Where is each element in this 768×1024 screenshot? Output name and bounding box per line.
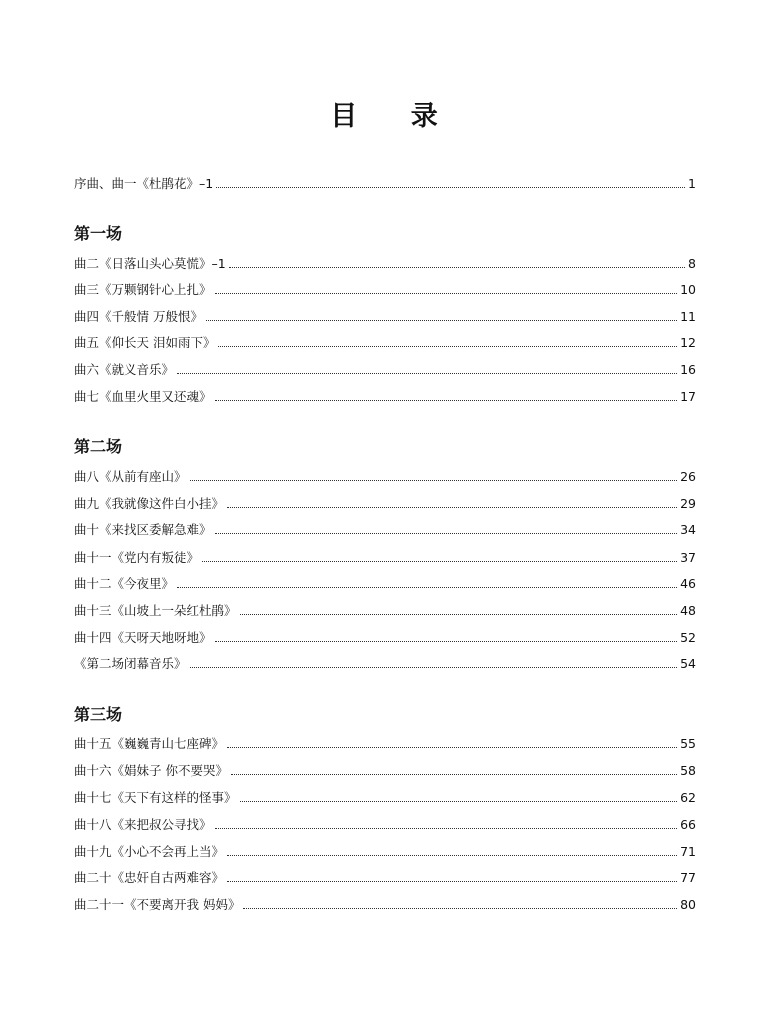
toc-entry-label: 曲十二《今夜里》 xyxy=(74,576,175,591)
toc-entry-page: 37 xyxy=(680,550,696,565)
toc-entry-page: 52 xyxy=(680,630,696,645)
toc-entry[interactable] xyxy=(74,732,696,752)
dot-leader xyxy=(190,666,678,668)
dot-leader xyxy=(206,319,677,321)
dot-leader xyxy=(215,292,678,294)
section-heading-3: 第三场 xyxy=(74,705,123,724)
dot-leader xyxy=(227,506,677,508)
toc-entry-page: 11 xyxy=(680,309,696,324)
dot-leader xyxy=(229,266,685,268)
toc-entry-page: 46 xyxy=(680,576,696,591)
toc-entry-label: 曲八《从前有座山》 xyxy=(74,469,187,484)
toc-entry[interactable] xyxy=(74,893,696,913)
toc-entry[interactable] xyxy=(74,813,696,833)
toc-entry-page: 54 xyxy=(680,656,696,671)
dot-leader xyxy=(177,372,677,374)
dot-leader xyxy=(177,586,677,588)
toc-entry-page: 8 xyxy=(688,256,696,271)
toc-entry-label: 序曲、曲一《杜鹃花》–1 xyxy=(74,176,214,191)
toc-entry-label: 曲十《来找区委解急难》 xyxy=(74,522,212,537)
toc-entry-label: 曲十六《娟妹子 你不要哭》 xyxy=(74,763,228,778)
dot-leader xyxy=(218,345,677,347)
toc-entry-label: 曲六《就义音乐》 xyxy=(74,362,175,377)
dot-leader xyxy=(215,827,678,829)
toc-entry-page: 77 xyxy=(680,870,696,885)
toc-entry[interactable] xyxy=(74,546,696,566)
toc-entry-label: 曲十五《巍巍青山七座碑》 xyxy=(74,736,225,751)
toc-entry-label: 曲五《仰长天 泪如雨下》 xyxy=(74,335,216,350)
toc-entry[interactable] xyxy=(74,305,696,325)
toc-entry[interactable] xyxy=(74,759,696,779)
toc-entry-label: 曲十八《来把叔公寻找》 xyxy=(74,817,212,832)
toc-entry[interactable] xyxy=(74,465,696,485)
toc-entry[interactable] xyxy=(74,358,696,378)
toc-entry-page: 66 xyxy=(680,817,696,832)
dot-leader xyxy=(227,854,677,856)
toc-entry[interactable] xyxy=(74,385,696,405)
toc-entry-label: 曲十四《天呀天地呀地》 xyxy=(74,630,212,645)
toc-entry-page: 71 xyxy=(680,844,696,859)
toc-entry-label: 曲二十《忠奸自古两难容》 xyxy=(74,870,225,885)
dot-leader xyxy=(190,479,678,481)
toc-entry-label: 曲十一《党内有叛徒》 xyxy=(74,550,200,565)
toc-entry-label: 《第二场闭幕音乐》 xyxy=(74,656,187,671)
dot-leader xyxy=(231,773,677,775)
toc-entry-page: 62 xyxy=(680,790,696,805)
toc-entry-page: 16 xyxy=(680,362,696,377)
toc-entry[interactable] xyxy=(74,786,696,806)
page-title: 目 录 xyxy=(330,101,460,132)
toc-entry-page: 17 xyxy=(680,389,696,404)
toc-entry-page: 26 xyxy=(680,469,696,484)
toc-entry-page: 58 xyxy=(680,763,696,778)
toc-entry[interactable] xyxy=(74,572,696,592)
toc-entry-prelude[interactable] xyxy=(74,172,696,192)
toc-entry-label: 曲十三《山坡上一朵红杜鹃》 xyxy=(74,603,237,618)
toc-entry[interactable] xyxy=(74,652,696,672)
toc-entry-label: 曲二十一《不要离开我 妈妈》 xyxy=(74,897,241,912)
dot-leader xyxy=(240,800,678,802)
dot-leader xyxy=(216,186,685,188)
dot-leader xyxy=(227,746,677,748)
section-heading-2: 第二场 xyxy=(74,437,123,456)
dot-leader xyxy=(227,880,677,882)
toc-entry[interactable] xyxy=(74,518,696,538)
toc-entry-label: 曲十九《小心不会再上当》 xyxy=(74,844,225,859)
toc-entry[interactable] xyxy=(74,866,696,886)
toc-entry[interactable] xyxy=(74,599,696,619)
toc-entry-label: 曲九《我就像这件白小挂》 xyxy=(74,496,225,511)
toc-entry-label: 曲三《万颗钢针心上扎》 xyxy=(74,282,212,297)
toc-entry-page: 80 xyxy=(680,897,696,912)
toc-entry-label: 曲十七《天下有这样的怪事》 xyxy=(74,790,237,805)
toc-entry-page: 48 xyxy=(680,603,696,618)
toc-entry[interactable] xyxy=(74,626,696,646)
toc-entry[interactable] xyxy=(74,331,696,351)
toc-entry[interactable] xyxy=(74,840,696,860)
toc-entry[interactable] xyxy=(74,492,696,512)
toc-entry[interactable] xyxy=(74,252,696,272)
toc-entry-page: 29 xyxy=(680,496,696,511)
toc-entry-page: 12 xyxy=(680,335,696,350)
toc-entry-page: 10 xyxy=(680,282,696,297)
toc-entry-label: 曲七《血里火里又还魂》 xyxy=(74,389,212,404)
dot-leader xyxy=(243,907,677,909)
dot-leader xyxy=(215,532,678,534)
dot-leader xyxy=(202,560,677,562)
toc-entry-page: 1 xyxy=(688,176,696,191)
dot-leader xyxy=(240,613,678,615)
toc-entry-label: 曲二《日落山头心莫慌》–1 xyxy=(74,256,226,271)
dot-leader xyxy=(215,399,678,401)
toc-entry[interactable] xyxy=(74,278,696,298)
section-heading-1: 第一场 xyxy=(74,224,123,243)
toc-entry-page: 55 xyxy=(680,736,696,751)
dot-leader xyxy=(215,640,678,642)
toc-entry-page: 34 xyxy=(680,522,696,537)
toc-entry-label: 曲四《千般情 万般恨》 xyxy=(74,309,203,324)
